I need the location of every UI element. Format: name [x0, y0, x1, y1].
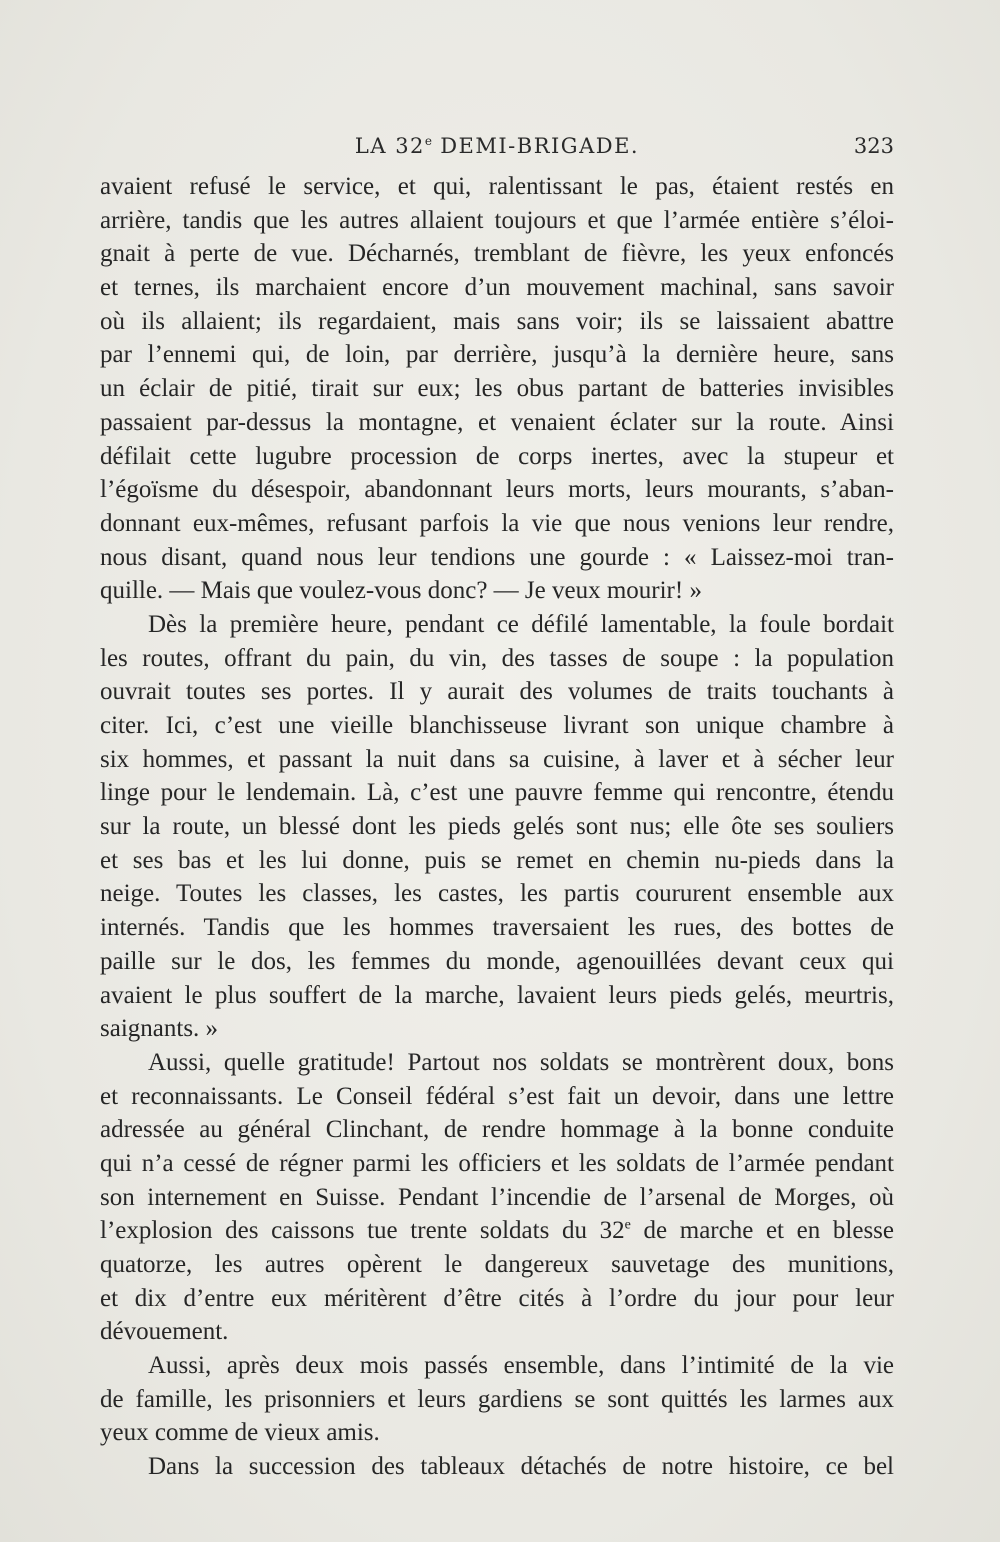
text-line: sur la route, un blessé dont les pieds gelés sont nus; elle ôte ses souliers — [100, 813, 894, 841]
text-line: arrière, tandis que les autres allaient toujours et que l’armée entière s’éloi- — [100, 206, 894, 234]
running-title-superscript: e — [424, 134, 433, 148]
text-line: citer. Ici, c’est une vieille blanchisseuse livrant son unique chambre à — [100, 712, 894, 739]
text-line: l’égoïsme du désespoir, abandonnant leurs morts, leurs mourants, s’aban- — [100, 476, 894, 504]
text-line: et reconnaissants. Le Conseil fédéral s’est fait un devoir, dans une lettre — [100, 1082, 894, 1110]
text-line: les routes, offrant du pain, du vin, des tasses de soupe : la population — [100, 644, 894, 672]
text-line: paille sur le dos, les femmes du monde, agenouillées devant ceux qui — [100, 947, 894, 975]
text-line: nous disant, quand nous leur tendions une gourde : « Laissez-moi tran- — [100, 543, 894, 571]
line-segment: de marche et en blesse — [630, 1217, 895, 1245]
text-line: par l’ennemi qui, de loin, par derrière, jusqu’à la dernière heure, sans — [100, 341, 894, 369]
running-title — [100, 134, 894, 158]
text-line: son internement en Suisse. Pendant l’incendie de l’arsenal de Morges, où — [100, 1183, 894, 1211]
text-line: six hommes, et passant la nuit dans sa cuisine, à laver et à sécher leur — [100, 745, 894, 773]
line-segment: l’explosion des caissons tue trente soldats du 32 — [100, 1217, 625, 1245]
text-line: yeux comme de vieux amis. — [100, 1419, 380, 1447]
text-line: linge pour le lendemain. Là, c’est une pauvre femme qui rencontre, étendu — [100, 779, 894, 807]
paragraph-start-line: Aussi, après deux mois passés ensemble, dans l’intimité de la vie — [148, 1352, 894, 1380]
text-line: qui n’a cessé de régner parmi les officiers et les soldats de l’armée pendant — [100, 1149, 894, 1177]
text-line: de famille, les prisonniers et leurs gardiens se sont quittés les larmes aux — [100, 1385, 894, 1413]
text-line: un éclair de pitié, tirait sur eux; les obus partant de batteries invisibles — [100, 375, 894, 403]
text-line: où ils allaient; ils regardaient, mais sans voir; ils se laissaient abattre — [100, 307, 894, 335]
superscript: e — [624, 1217, 631, 1233]
text-line: adressée au général Clinchant, de rendre hommage à la bonne conduite — [100, 1116, 894, 1144]
running-head — [100, 134, 894, 164]
text-line: saignants. » — [100, 1015, 219, 1043]
text-line: et dix d’entre eux méritèrent d’être cités à l’ordre du jour pour leur — [100, 1284, 894, 1312]
text-line: avaient le plus souffert de la marche, lavaient leurs pieds gelés, meurtris, — [100, 981, 894, 1009]
running-title-post: DEMI-BRIGADE. — [432, 134, 640, 158]
text-line: donnant eux-mêmes, refusant parfois la vie que nous venions leur rendre, — [100, 509, 894, 537]
text-line: défilait cette lugubre procession de corps inertes, avec la stupeur et — [100, 442, 894, 470]
text-line: dévouement. — [100, 1318, 229, 1346]
page-number: 323 — [853, 134, 894, 158]
running-title-pre: LA 32 — [354, 134, 425, 158]
body-text — [100, 170, 894, 1484]
paragraph-start-line: Dès la première heure, pendant ce défilé lamentable, la foule bordait — [148, 610, 894, 638]
text-line-with-superscript — [100, 1214, 894, 1248]
text-line: neige. Toutes les classes, les castes, les partis coururent ensemble aux — [100, 880, 894, 908]
text-line: et ternes, ils marchaient encore d’un mouvement machinal, sans savoir — [100, 274, 894, 302]
paragraph-start-line: Dans la succession des tableaux détachés de notre histoire, ce bel — [148, 1453, 894, 1481]
text-line: quatorze, les autres opèrent le dangereux sauvetage des munitions, — [100, 1251, 894, 1278]
paragraph-start-line: Aussi, quelle gratitude! Partout nos soldats se montrèrent doux, bons — [148, 1048, 894, 1076]
text-line: quille. — Mais que voulez-vous donc? — Je veux mourir! » — [100, 577, 702, 605]
text-line: gnait à perte de vue. Décharnés, tremblant de fièvre, les yeux enfoncés — [100, 240, 894, 268]
text-line: et ses bas et les lui donne, puis se remet en chemin nu-pieds dans la — [100, 846, 894, 874]
text-line: avaient refusé le service, et qui, ralentissant le pas, étaient restés en — [100, 173, 894, 200]
text-line: ouvrait toutes ses portes. Il y aurait des volumes de traits touchants à — [100, 678, 894, 706]
text-line: internés. Tandis que les hommes traversaient les rues, des bottes de — [100, 914, 894, 942]
text-line: passaient par-dessus la montagne, et venaient éclater sur la route. Ainsi — [100, 408, 894, 436]
